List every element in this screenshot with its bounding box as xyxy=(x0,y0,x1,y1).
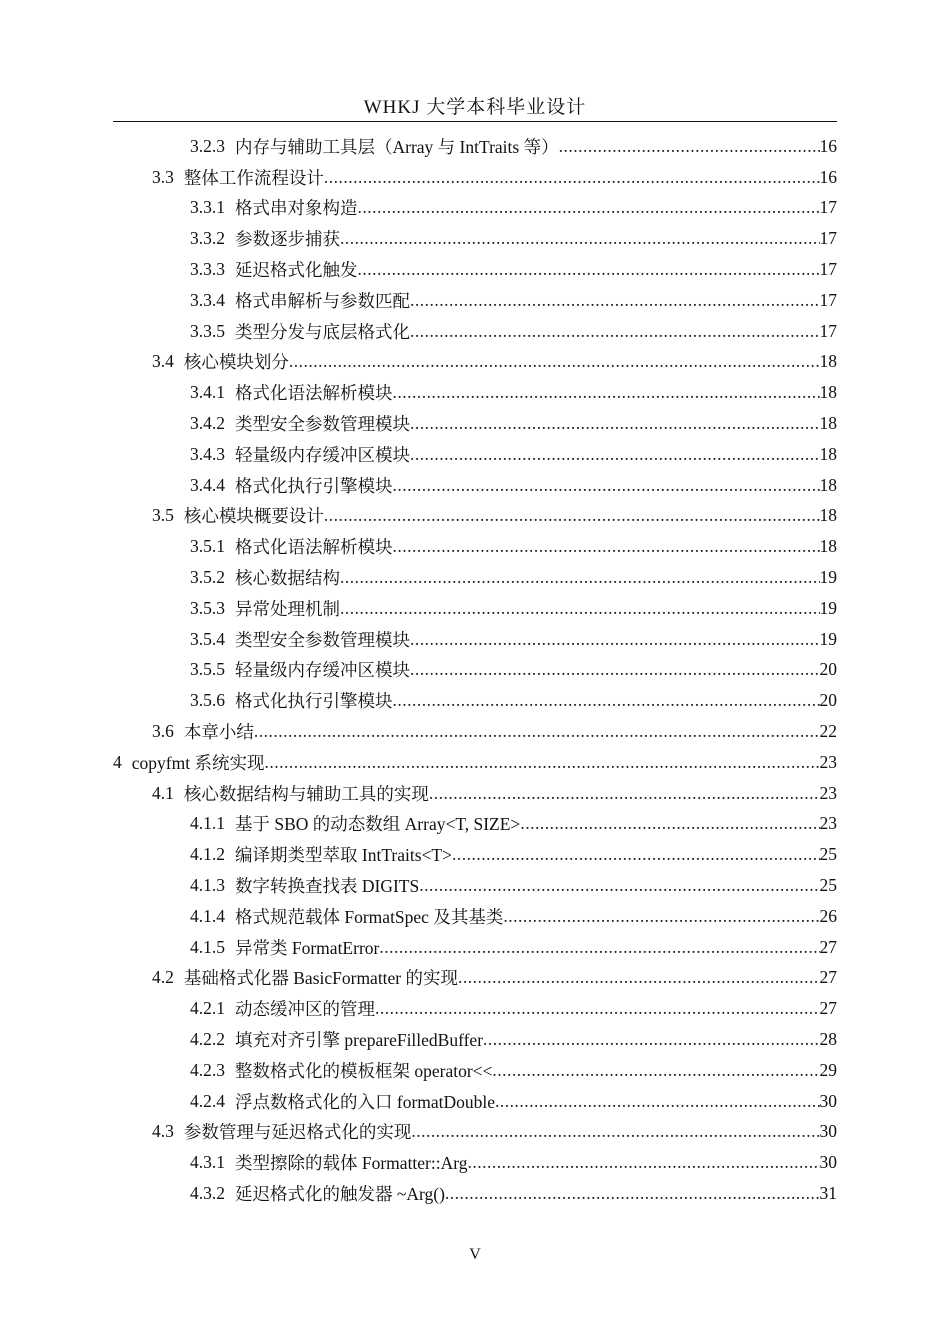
toc-entry[interactable] xyxy=(113,624,837,655)
toc-entry-number: 3.3.3 xyxy=(190,259,225,280)
toc-entry-page: 19 xyxy=(819,628,837,649)
toc-entry-title: 参数逐步捕获 xyxy=(235,229,340,250)
toc-entry-page: 20 xyxy=(819,659,837,680)
toc-entry[interactable] xyxy=(113,408,837,439)
toc-entry-title: 格式规范载体 FormatSpec 及其基类 xyxy=(235,906,504,927)
page-number: V xyxy=(469,1246,481,1263)
toc-leader-dots xyxy=(429,783,820,804)
toc-entry-title: 轻量级内存缓冲区模块 xyxy=(235,660,410,681)
header-title: 大学本科毕业设计 xyxy=(426,96,587,118)
toc-entry-page: 16 xyxy=(819,135,837,156)
toc-entry[interactable] xyxy=(113,1086,837,1117)
toc-entry[interactable] xyxy=(113,193,837,224)
toc-entry[interactable] xyxy=(113,223,837,254)
toc-leader-dots xyxy=(358,197,820,218)
toc-entry[interactable] xyxy=(113,501,837,532)
table-of-contents xyxy=(113,131,837,1209)
toc-entry-title: copyfmt 系统实现 xyxy=(131,752,265,773)
toc-leader-dots xyxy=(410,321,820,342)
toc-entry-title: 格式化执行引擎模块 xyxy=(235,691,393,712)
toc-leader-dots xyxy=(410,413,820,434)
toc-entry[interactable] xyxy=(113,316,837,347)
toc-entry[interactable] xyxy=(113,131,837,162)
toc-entry[interactable] xyxy=(113,993,837,1024)
toc-entry-title: 参数管理与延迟格式化的实现 xyxy=(183,1122,412,1143)
toc-entry-page: 18 xyxy=(819,536,837,557)
toc-leader-dots xyxy=(340,598,820,619)
toc-entry-number: 3.6 xyxy=(152,721,174,742)
toc-entry-number: 3.4.4 xyxy=(190,474,225,495)
toc-leader-dots xyxy=(419,875,819,896)
toc-entry-page: 18 xyxy=(819,351,837,372)
toc-entry[interactable] xyxy=(113,1178,837,1209)
toc-entry-page: 30 xyxy=(819,1152,837,1173)
toc-entry-number: 4.1.1 xyxy=(190,813,225,834)
toc-entry-title: 延迟格式化的触发器 ~Arg() xyxy=(235,1183,445,1204)
page-header xyxy=(113,92,837,120)
toc-entry[interactable] xyxy=(113,963,837,994)
toc-entry-title: 类型安全参数管理模块 xyxy=(235,414,410,435)
toc-entry-page: 18 xyxy=(819,382,837,403)
toc-entry-page: 20 xyxy=(819,690,837,711)
toc-leader-dots xyxy=(559,136,820,157)
toc-entry-number: 4.2.2 xyxy=(190,1029,225,1049)
toc-entry[interactable] xyxy=(113,562,837,593)
toc-entry[interactable] xyxy=(113,439,837,470)
toc-entry-title: 动态缓冲区的管理 xyxy=(235,999,375,1020)
toc-leader-dots xyxy=(495,1091,819,1112)
toc-entry-number: 4.1.5 xyxy=(190,936,225,957)
toc-entry-title: 核心数据结构 xyxy=(235,568,340,589)
toc-entry[interactable] xyxy=(113,162,837,193)
toc-entry-number: 4.1 xyxy=(152,782,174,803)
toc-entry[interactable] xyxy=(113,1055,837,1086)
toc-entry-number: 3.5.2 xyxy=(190,567,225,588)
toc-entry-page: 17 xyxy=(819,197,837,218)
toc-entry[interactable] xyxy=(113,1147,837,1178)
toc-entry[interactable] xyxy=(113,870,837,901)
toc-entry-page: 17 xyxy=(819,259,837,280)
toc-entry-number: 4.1.4 xyxy=(190,905,225,926)
toc-entry[interactable] xyxy=(113,655,837,686)
toc-entry-number: 3.5.3 xyxy=(190,597,225,618)
toc-entry[interactable] xyxy=(113,377,837,408)
toc-leader-dots xyxy=(264,752,819,773)
toc-leader-dots xyxy=(393,475,820,496)
toc-entry-title: 内存与辅助工具层（Array 与 IntTraits 等） xyxy=(235,136,559,157)
toc-entry-title: 异常类 FormatError xyxy=(235,937,380,958)
toc-entry-number: 3.4.2 xyxy=(190,413,225,434)
toc-leader-dots xyxy=(458,967,819,988)
toc-entry-number: 3.4 xyxy=(152,351,174,372)
toc-entry[interactable] xyxy=(113,685,837,716)
toc-entry[interactable] xyxy=(113,901,837,932)
toc-leader-dots xyxy=(324,167,820,188)
toc-leader-dots xyxy=(340,228,820,249)
toc-entry-title: 类型安全参数管理模块 xyxy=(235,629,410,650)
toc-entry-number: 3.3 xyxy=(152,166,174,187)
toc-entry-title: 核心数据结构与辅助工具的实现 xyxy=(183,783,429,804)
toc-entry-number: 3.5 xyxy=(152,505,174,526)
toc-leader-dots xyxy=(410,629,820,650)
toc-entry-title: 轻量级内存缓冲区模块 xyxy=(235,444,410,465)
toc-entry-number: 3.5.4 xyxy=(190,628,225,649)
toc-entry-number: 4.1.3 xyxy=(190,875,225,896)
toc-entry-number: 3.5.1 xyxy=(190,536,225,557)
header-rule xyxy=(113,121,837,122)
toc-entry[interactable] xyxy=(113,1024,837,1055)
toc-entry-title: 类型分发与底层格式化 xyxy=(235,321,410,342)
toc-entry-page: 18 xyxy=(819,474,837,495)
toc-entry-number: 4.3.2 xyxy=(190,1182,225,1203)
toc-leader-dots xyxy=(393,536,820,557)
toc-leader-dots xyxy=(324,505,820,526)
toc-entry-page: 23 xyxy=(819,782,837,803)
toc-entry-title: 格式化语法解析模块 xyxy=(235,383,393,404)
toc-entry-page: 30 xyxy=(819,1090,837,1111)
toc-entry-title: 核心模块划分 xyxy=(183,352,289,373)
toc-entry-title: 核心模块概要设计 xyxy=(183,506,324,527)
toc-entry-number: 3.4.1 xyxy=(190,382,225,403)
toc-entry-title: 延迟格式化触发 xyxy=(235,260,358,281)
toc-leader-dots xyxy=(452,844,820,865)
toc-entry-number: 4.2.3 xyxy=(190,1059,225,1080)
toc-entry-page: 25 xyxy=(819,875,837,896)
toc-entry-title: 浮点数格式化的入口 formatDouble xyxy=(235,1091,496,1112)
toc-entry-title: 基础格式化器 BasicFormatter 的实现 xyxy=(183,968,459,989)
toc-entry-page: 29 xyxy=(819,1059,837,1080)
toc-entry[interactable] xyxy=(113,809,837,840)
toc-entry[interactable] xyxy=(113,932,837,963)
toc-entry-page: 18 xyxy=(819,505,837,526)
toc-entry-number: 3.3.2 xyxy=(190,228,225,249)
toc-entry-page: 26 xyxy=(819,905,837,926)
toc-entry-page: 19 xyxy=(819,567,837,588)
toc-entry[interactable] xyxy=(113,531,837,562)
toc-entry-title: 整体工作流程设计 xyxy=(183,167,324,188)
toc-entry-page: 30 xyxy=(819,1121,837,1142)
toc-entry-title: 基于 SBO 的动态数组 Array<T, SIZE> xyxy=(235,814,521,835)
toc-entry-page: 23 xyxy=(819,813,837,834)
toc-entry-number: 3.5.5 xyxy=(190,659,225,680)
toc-entry[interactable] xyxy=(113,839,837,870)
toc-entry[interactable] xyxy=(113,747,837,778)
toc-entry-number: 3.4.3 xyxy=(190,443,225,464)
toc-entry-title: 异常处理机制 xyxy=(235,598,340,619)
toc-leader-dots xyxy=(379,937,819,958)
toc-entry-page: 27 xyxy=(819,936,837,957)
toc-entry[interactable] xyxy=(113,716,837,747)
toc-leader-dots xyxy=(410,290,820,311)
toc-entry-title: 整数格式化的模板框架 operator<< xyxy=(235,1060,493,1081)
toc-leader-dots xyxy=(358,259,820,280)
toc-entry-number: 4.2 xyxy=(152,967,174,988)
toc-entry-title: 填充对齐引擎 prepareFilledBuffer xyxy=(235,1030,484,1050)
toc-entry-page: 17 xyxy=(819,289,837,310)
toc-entry-page: 16 xyxy=(819,166,837,187)
toc-entry-page: 23 xyxy=(819,751,837,772)
toc-entry-number: 4.2.4 xyxy=(190,1090,225,1111)
toc-entry-page: 17 xyxy=(819,228,837,249)
toc-entry-page: 28 xyxy=(819,1029,837,1049)
toc-entry[interactable] xyxy=(113,254,837,285)
toc-entry-page: 27 xyxy=(819,998,837,1019)
toc-entry-title: 格式串对象构造 xyxy=(235,198,358,219)
toc-entry-number: 4.2.1 xyxy=(190,998,225,1019)
toc-leader-dots xyxy=(492,1060,819,1081)
toc-entry[interactable] xyxy=(113,347,837,378)
toc-entry-number: 3.3.4 xyxy=(190,289,225,310)
toc-entry[interactable] xyxy=(113,778,837,809)
toc-entry-number: 4.3 xyxy=(152,1121,174,1142)
toc-entry-page: 27 xyxy=(819,967,837,988)
toc-leader-dots xyxy=(411,1121,819,1142)
toc-entry[interactable] xyxy=(113,1117,837,1148)
toc-leader-dots xyxy=(503,906,819,927)
toc-entry-page: 31 xyxy=(819,1182,837,1203)
toc-entry-title: 格式化语法解析模块 xyxy=(235,537,393,558)
toc-entry[interactable] xyxy=(113,285,837,316)
toc-entry-title: 数字转换查找表 DIGITS xyxy=(235,876,420,897)
toc-entry-title: 编译期类型萃取 IntTraits<T> xyxy=(235,845,452,866)
header-latin: WHKJ xyxy=(363,97,421,118)
toc-entry-number: 3.3.5 xyxy=(190,320,225,341)
toc-leader-dots xyxy=(483,1029,819,1050)
toc-entry-page: 17 xyxy=(819,320,837,341)
toc-entry-page: 22 xyxy=(819,721,837,742)
toc-leader-dots xyxy=(289,351,820,372)
toc-entry[interactable] xyxy=(113,593,837,624)
toc-leader-dots xyxy=(393,690,820,711)
toc-leader-dots xyxy=(410,659,820,680)
toc-leader-dots xyxy=(468,1152,820,1173)
toc-entry-title: 本章小结 xyxy=(183,722,254,743)
toc-entry-page: 18 xyxy=(819,413,837,434)
toc-entry-number: 4.1.2 xyxy=(190,844,225,865)
toc-entry-page: 25 xyxy=(819,844,837,865)
toc-leader-dots xyxy=(520,813,819,834)
toc-leader-dots xyxy=(254,721,820,742)
toc-leader-dots xyxy=(445,1183,820,1204)
toc-leader-dots xyxy=(375,998,820,1019)
toc-entry-page: 19 xyxy=(819,597,837,618)
toc-entry-number: 4.3.1 xyxy=(190,1152,225,1173)
toc-entry-title: 格式串解析与参数匹配 xyxy=(235,290,410,311)
toc-entry-title: 类型擦除的载体 Formatter::Arg xyxy=(235,1153,468,1174)
toc-entry-number: 3.5.6 xyxy=(190,690,225,711)
toc-entry[interactable] xyxy=(113,470,837,501)
toc-leader-dots xyxy=(410,444,820,465)
toc-entry-title: 格式化执行引擎模块 xyxy=(235,475,393,496)
toc-entry-page: 18 xyxy=(819,443,837,464)
toc-entry-number: 3.2.3 xyxy=(190,135,225,156)
toc-leader-dots xyxy=(393,382,820,403)
toc-leader-dots xyxy=(340,567,820,588)
toc-entry-number: 3.3.1 xyxy=(190,197,225,218)
toc-entry-number: 4 xyxy=(113,751,122,772)
